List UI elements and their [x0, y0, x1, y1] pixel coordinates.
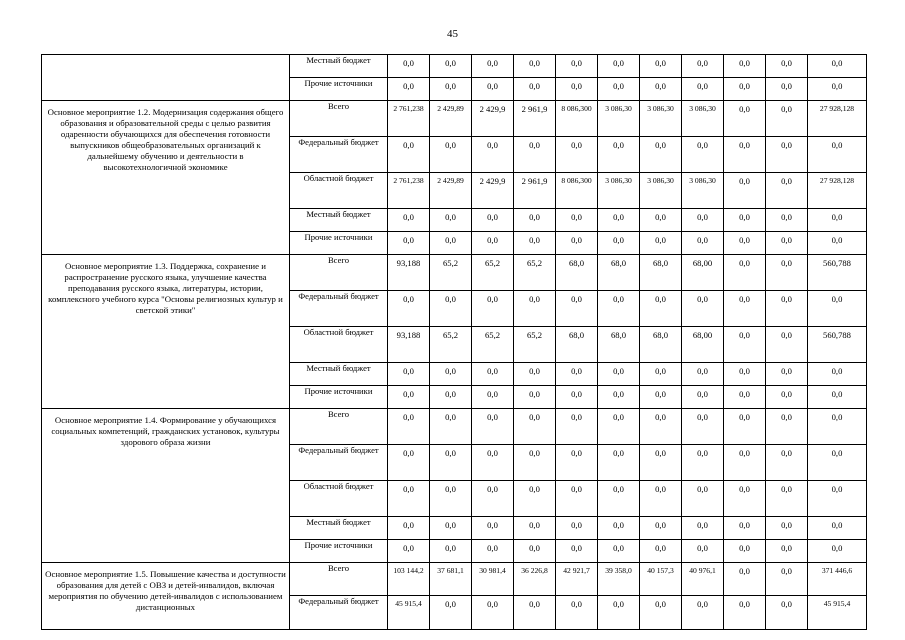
- value-cell: 0,0: [724, 101, 766, 137]
- value-cell: 0,0: [472, 363, 514, 386]
- value-cell: 0,0: [640, 232, 682, 255]
- value-cell: 0,0: [430, 517, 472, 540]
- value-cell: 0,0: [388, 481, 430, 517]
- value-cell: 0,0: [556, 55, 598, 78]
- value-cell: 0,0: [724, 596, 766, 630]
- value-cell: 0,0: [766, 173, 808, 209]
- value-cell: 27 928,128: [808, 101, 867, 137]
- value-cell: 0,0: [556, 386, 598, 409]
- value-cell: 0,0: [766, 563, 808, 596]
- value-cell: 0,0: [808, 232, 867, 255]
- value-cell: 65,2: [514, 327, 556, 363]
- value-cell: 0,0: [808, 445, 867, 481]
- value-cell: 0,0: [766, 209, 808, 232]
- value-cell: 0,0: [724, 517, 766, 540]
- value-cell: 0,0: [472, 55, 514, 78]
- value-cell: 0,0: [640, 596, 682, 630]
- value-cell: 3 086,30: [598, 101, 640, 137]
- value-cell: 2 429,9: [472, 101, 514, 137]
- value-cell: 0,0: [472, 78, 514, 101]
- value-cell: 0,0: [682, 445, 724, 481]
- value-cell: 0,0: [472, 540, 514, 563]
- value-cell: 0,0: [766, 101, 808, 137]
- value-cell: 0,0: [388, 78, 430, 101]
- value-cell: 0,0: [682, 386, 724, 409]
- value-cell: 0,0: [766, 386, 808, 409]
- value-cell: 0,0: [640, 209, 682, 232]
- value-cell: 0,0: [556, 481, 598, 517]
- value-cell: 0,0: [514, 409, 556, 445]
- value-cell: 65,2: [514, 255, 556, 291]
- value-cell: 0,0: [724, 291, 766, 327]
- value-cell: 0,0: [682, 363, 724, 386]
- value-cell: 0,0: [514, 55, 556, 78]
- value-cell: 0,0: [556, 409, 598, 445]
- funding-source: Местный бюджет: [290, 363, 388, 386]
- value-cell: 0,0: [766, 291, 808, 327]
- funding-source: Прочие источники: [290, 386, 388, 409]
- value-cell: 68,0: [556, 327, 598, 363]
- funding-source: Всего: [290, 409, 388, 445]
- table-row: [42, 101, 867, 137]
- funding-source: Федеральный бюджет: [290, 137, 388, 173]
- value-cell: 0,0: [556, 596, 598, 630]
- value-cell: 0,0: [430, 55, 472, 78]
- value-cell: 0,0: [430, 232, 472, 255]
- value-cell: 0,0: [556, 209, 598, 232]
- value-cell: 0,0: [808, 409, 867, 445]
- value-cell: 0,0: [724, 255, 766, 291]
- value-cell: 0,0: [598, 596, 640, 630]
- value-cell: 0,0: [388, 137, 430, 173]
- value-cell: 0,0: [640, 481, 682, 517]
- table-row: [42, 563, 867, 596]
- funding-source: Федеральный бюджет: [290, 596, 388, 630]
- value-cell: 3 086,30: [598, 173, 640, 209]
- value-cell: 68,00: [682, 255, 724, 291]
- value-cell: 0,0: [598, 540, 640, 563]
- value-cell: 0,0: [472, 517, 514, 540]
- value-cell: 0,0: [682, 481, 724, 517]
- value-cell: 68,0: [640, 255, 682, 291]
- value-cell: 0,0: [430, 409, 472, 445]
- value-cell: 0,0: [724, 445, 766, 481]
- value-cell: 0,0: [388, 291, 430, 327]
- value-cell: 0,0: [808, 540, 867, 563]
- value-cell: 0,0: [724, 563, 766, 596]
- value-cell: 0,0: [514, 232, 556, 255]
- value-cell: 40 976,1: [682, 563, 724, 596]
- value-cell: 560,788: [808, 327, 867, 363]
- value-cell: 0,0: [808, 209, 867, 232]
- value-cell: 0,0: [640, 291, 682, 327]
- value-cell: 0,0: [724, 363, 766, 386]
- value-cell: 65,2: [472, 327, 514, 363]
- value-cell: 3 086,30: [640, 173, 682, 209]
- value-cell: 0,0: [472, 596, 514, 630]
- value-cell: 0,0: [472, 137, 514, 173]
- funding-source: Всего: [290, 255, 388, 291]
- value-cell: 2 429,9: [472, 173, 514, 209]
- value-cell: 0,0: [514, 291, 556, 327]
- value-cell: 0,0: [640, 137, 682, 173]
- value-cell: 0,0: [766, 409, 808, 445]
- value-cell: 0,0: [640, 445, 682, 481]
- value-cell: 0,0: [682, 517, 724, 540]
- value-cell: 0,0: [514, 78, 556, 101]
- value-cell: 0,0: [472, 409, 514, 445]
- value-cell: 0,0: [724, 327, 766, 363]
- value-cell: 0,0: [514, 137, 556, 173]
- value-cell: 0,0: [556, 291, 598, 327]
- value-cell: 0,0: [514, 481, 556, 517]
- budget-table: [41, 54, 867, 630]
- value-cell: 0,0: [514, 596, 556, 630]
- value-cell: 0,0: [514, 445, 556, 481]
- value-cell: 0,0: [430, 596, 472, 630]
- value-cell: 93,188: [388, 327, 430, 363]
- value-cell: 0,0: [388, 540, 430, 563]
- value-cell: 0,0: [388, 363, 430, 386]
- value-cell: 0,0: [682, 596, 724, 630]
- value-cell: 2 429,89: [430, 101, 472, 137]
- value-cell: 0,0: [682, 55, 724, 78]
- activity-description: Основное мероприятие 1.3. Поддержка, сохранение и распространение русского языка, улучшение качества преподавания русского языка, литературы, истории, комплексного учебного курса "Основы религиозных культур и светской этики": [42, 255, 290, 409]
- table-row: [42, 55, 867, 78]
- value-cell: 560,788: [808, 255, 867, 291]
- value-cell: 0,0: [640, 540, 682, 563]
- value-cell: 0,0: [472, 481, 514, 517]
- value-cell: 8 086,300: [556, 101, 598, 137]
- value-cell: 0,0: [472, 445, 514, 481]
- value-cell: 0,0: [598, 386, 640, 409]
- value-cell: 0,0: [766, 232, 808, 255]
- value-cell: 0,0: [682, 78, 724, 101]
- value-cell: 0,0: [388, 517, 430, 540]
- funding-source: Местный бюджет: [290, 517, 388, 540]
- value-cell: 0,0: [808, 137, 867, 173]
- value-cell: 0,0: [472, 291, 514, 327]
- value-cell: 0,0: [430, 540, 472, 563]
- value-cell: 0,0: [640, 386, 682, 409]
- value-cell: 2 429,89: [430, 173, 472, 209]
- value-cell: 0,0: [808, 291, 867, 327]
- value-cell: 0,0: [388, 445, 430, 481]
- value-cell: 39 358,0: [598, 563, 640, 596]
- value-cell: 0,0: [598, 55, 640, 78]
- value-cell: 0,0: [766, 55, 808, 78]
- funding-source: Местный бюджет: [290, 209, 388, 232]
- value-cell: 65,2: [472, 255, 514, 291]
- value-cell: 0,0: [598, 137, 640, 173]
- value-cell: 371 446,6: [808, 563, 867, 596]
- value-cell: 0,0: [598, 517, 640, 540]
- value-cell: 45 915,4: [808, 596, 867, 630]
- value-cell: 0,0: [598, 363, 640, 386]
- value-cell: 0,0: [556, 445, 598, 481]
- value-cell: 0,0: [598, 409, 640, 445]
- value-cell: 2 761,238: [388, 101, 430, 137]
- table-row: [42, 409, 867, 445]
- value-cell: 0,0: [808, 517, 867, 540]
- value-cell: 0,0: [430, 291, 472, 327]
- value-cell: 65,2: [430, 255, 472, 291]
- value-cell: 0,0: [766, 596, 808, 630]
- value-cell: 0,0: [766, 481, 808, 517]
- funding-source: Областной бюджет: [290, 327, 388, 363]
- funding-source: Прочие источники: [290, 78, 388, 101]
- value-cell: 2 761,238: [388, 173, 430, 209]
- value-cell: 0,0: [598, 232, 640, 255]
- value-cell: 0,0: [766, 540, 808, 563]
- value-cell: 0,0: [598, 209, 640, 232]
- value-cell: 0,0: [640, 517, 682, 540]
- value-cell: 0,0: [514, 363, 556, 386]
- value-cell: 0,0: [640, 363, 682, 386]
- value-cell: 0,0: [556, 78, 598, 101]
- value-cell: 3 086,30: [640, 101, 682, 137]
- table-row: [42, 255, 867, 291]
- value-cell: 8 086,300: [556, 173, 598, 209]
- value-cell: 0,0: [724, 409, 766, 445]
- value-cell: 30 981,4: [472, 563, 514, 596]
- value-cell: 0,0: [472, 232, 514, 255]
- value-cell: 40 157,3: [640, 563, 682, 596]
- value-cell: 0,0: [724, 78, 766, 101]
- value-cell: 0,0: [808, 481, 867, 517]
- value-cell: 36 226,8: [514, 563, 556, 596]
- value-cell: 0,0: [430, 445, 472, 481]
- value-cell: 0,0: [682, 137, 724, 173]
- value-cell: 45 915,4: [388, 596, 430, 630]
- value-cell: 68,0: [598, 255, 640, 291]
- value-cell: 0,0: [682, 209, 724, 232]
- value-cell: 37 681,1: [430, 563, 472, 596]
- activity-description: Основное мероприятие 1.2. Модернизация содержания общего образования и образовательной среды с целью развития одаренности обучающихся для обеспечения готовности выпускников общеобразовательных организаций к дальнейшему обучению и деятельности в высокотехнологичной экономике: [42, 101, 290, 255]
- value-cell: 0,0: [430, 386, 472, 409]
- value-cell: 0,0: [514, 209, 556, 232]
- value-cell: 3 086,30: [682, 101, 724, 137]
- value-cell: 0,0: [766, 445, 808, 481]
- value-cell: 0,0: [808, 386, 867, 409]
- funding-source: Областной бюджет: [290, 481, 388, 517]
- value-cell: 0,0: [556, 137, 598, 173]
- value-cell: 0,0: [556, 232, 598, 255]
- value-cell: 0,0: [388, 232, 430, 255]
- value-cell: 0,0: [766, 255, 808, 291]
- value-cell: 68,0: [640, 327, 682, 363]
- value-cell: 42 921,7: [556, 563, 598, 596]
- value-cell: 0,0: [724, 137, 766, 173]
- value-cell: 0,0: [430, 481, 472, 517]
- value-cell: 0,0: [430, 137, 472, 173]
- value-cell: 0,0: [766, 327, 808, 363]
- value-cell: 0,0: [430, 78, 472, 101]
- value-cell: 0,0: [514, 540, 556, 563]
- value-cell: 0,0: [724, 55, 766, 78]
- value-cell: 0,0: [808, 55, 867, 78]
- value-cell: 0,0: [682, 232, 724, 255]
- activity-description: Основное мероприятие 1.5. Повышение качества и доступности образования для детей с ОВЗ и детей-инвалидов, включая мероприятия по обучению детей-инвалидов с использованием дистанционных: [42, 563, 290, 630]
- value-cell: 0,0: [724, 209, 766, 232]
- value-cell: 0,0: [472, 209, 514, 232]
- funding-source: Областной бюджет: [290, 173, 388, 209]
- value-cell: 0,0: [472, 386, 514, 409]
- value-cell: 0,0: [556, 517, 598, 540]
- value-cell: 68,0: [556, 255, 598, 291]
- value-cell: 0,0: [388, 209, 430, 232]
- value-cell: 0,0: [724, 481, 766, 517]
- activity-description: Основное мероприятие 1.4. Формирование у обучающихся социальных компетенций, гражданских установок, культуры здорового образа жизни: [42, 409, 290, 563]
- value-cell: 0,0: [598, 291, 640, 327]
- activity-description: [42, 55, 290, 101]
- value-cell: 0,0: [682, 409, 724, 445]
- value-cell: 27 928,128: [808, 173, 867, 209]
- value-cell: 0,0: [766, 363, 808, 386]
- value-cell: 0,0: [640, 55, 682, 78]
- value-cell: 0,0: [766, 137, 808, 173]
- funding-source: Федеральный бюджет: [290, 291, 388, 327]
- value-cell: 0,0: [724, 540, 766, 563]
- value-cell: 0,0: [724, 173, 766, 209]
- value-cell: 93,188: [388, 255, 430, 291]
- table-body: [42, 55, 867, 630]
- value-cell: 0,0: [514, 386, 556, 409]
- funding-source: Прочие источники: [290, 540, 388, 563]
- value-cell: 0,0: [724, 386, 766, 409]
- value-cell: 0,0: [640, 78, 682, 101]
- funding-source: Всего: [290, 563, 388, 596]
- value-cell: 0,0: [682, 540, 724, 563]
- value-cell: 0,0: [514, 517, 556, 540]
- value-cell: 2 961,9: [514, 173, 556, 209]
- value-cell: 68,0: [598, 327, 640, 363]
- value-cell: 0,0: [598, 481, 640, 517]
- value-cell: 65,2: [430, 327, 472, 363]
- value-cell: 0,0: [766, 517, 808, 540]
- value-cell: 3 086,30: [682, 173, 724, 209]
- value-cell: 0,0: [682, 291, 724, 327]
- value-cell: 0,0: [808, 78, 867, 101]
- value-cell: 0,0: [556, 363, 598, 386]
- page-number: 45: [447, 28, 458, 40]
- value-cell: 0,0: [388, 409, 430, 445]
- value-cell: 0,0: [388, 386, 430, 409]
- funding-source: Федеральный бюджет: [290, 445, 388, 481]
- value-cell: 0,0: [766, 78, 808, 101]
- value-cell: 0,0: [430, 209, 472, 232]
- value-cell: 103 144,2: [388, 563, 430, 596]
- value-cell: 0,0: [598, 445, 640, 481]
- value-cell: 0,0: [556, 540, 598, 563]
- value-cell: 0,0: [724, 232, 766, 255]
- value-cell: 0,0: [640, 409, 682, 445]
- funding-source: Всего: [290, 101, 388, 137]
- funding-source: Прочие источники: [290, 232, 388, 255]
- value-cell: 0,0: [430, 363, 472, 386]
- value-cell: 0,0: [388, 55, 430, 78]
- funding-source: Местный бюджет: [290, 55, 388, 78]
- value-cell: 0,0: [598, 78, 640, 101]
- value-cell: 2 961,9: [514, 101, 556, 137]
- value-cell: 68,00: [682, 327, 724, 363]
- value-cell: 0,0: [808, 363, 867, 386]
